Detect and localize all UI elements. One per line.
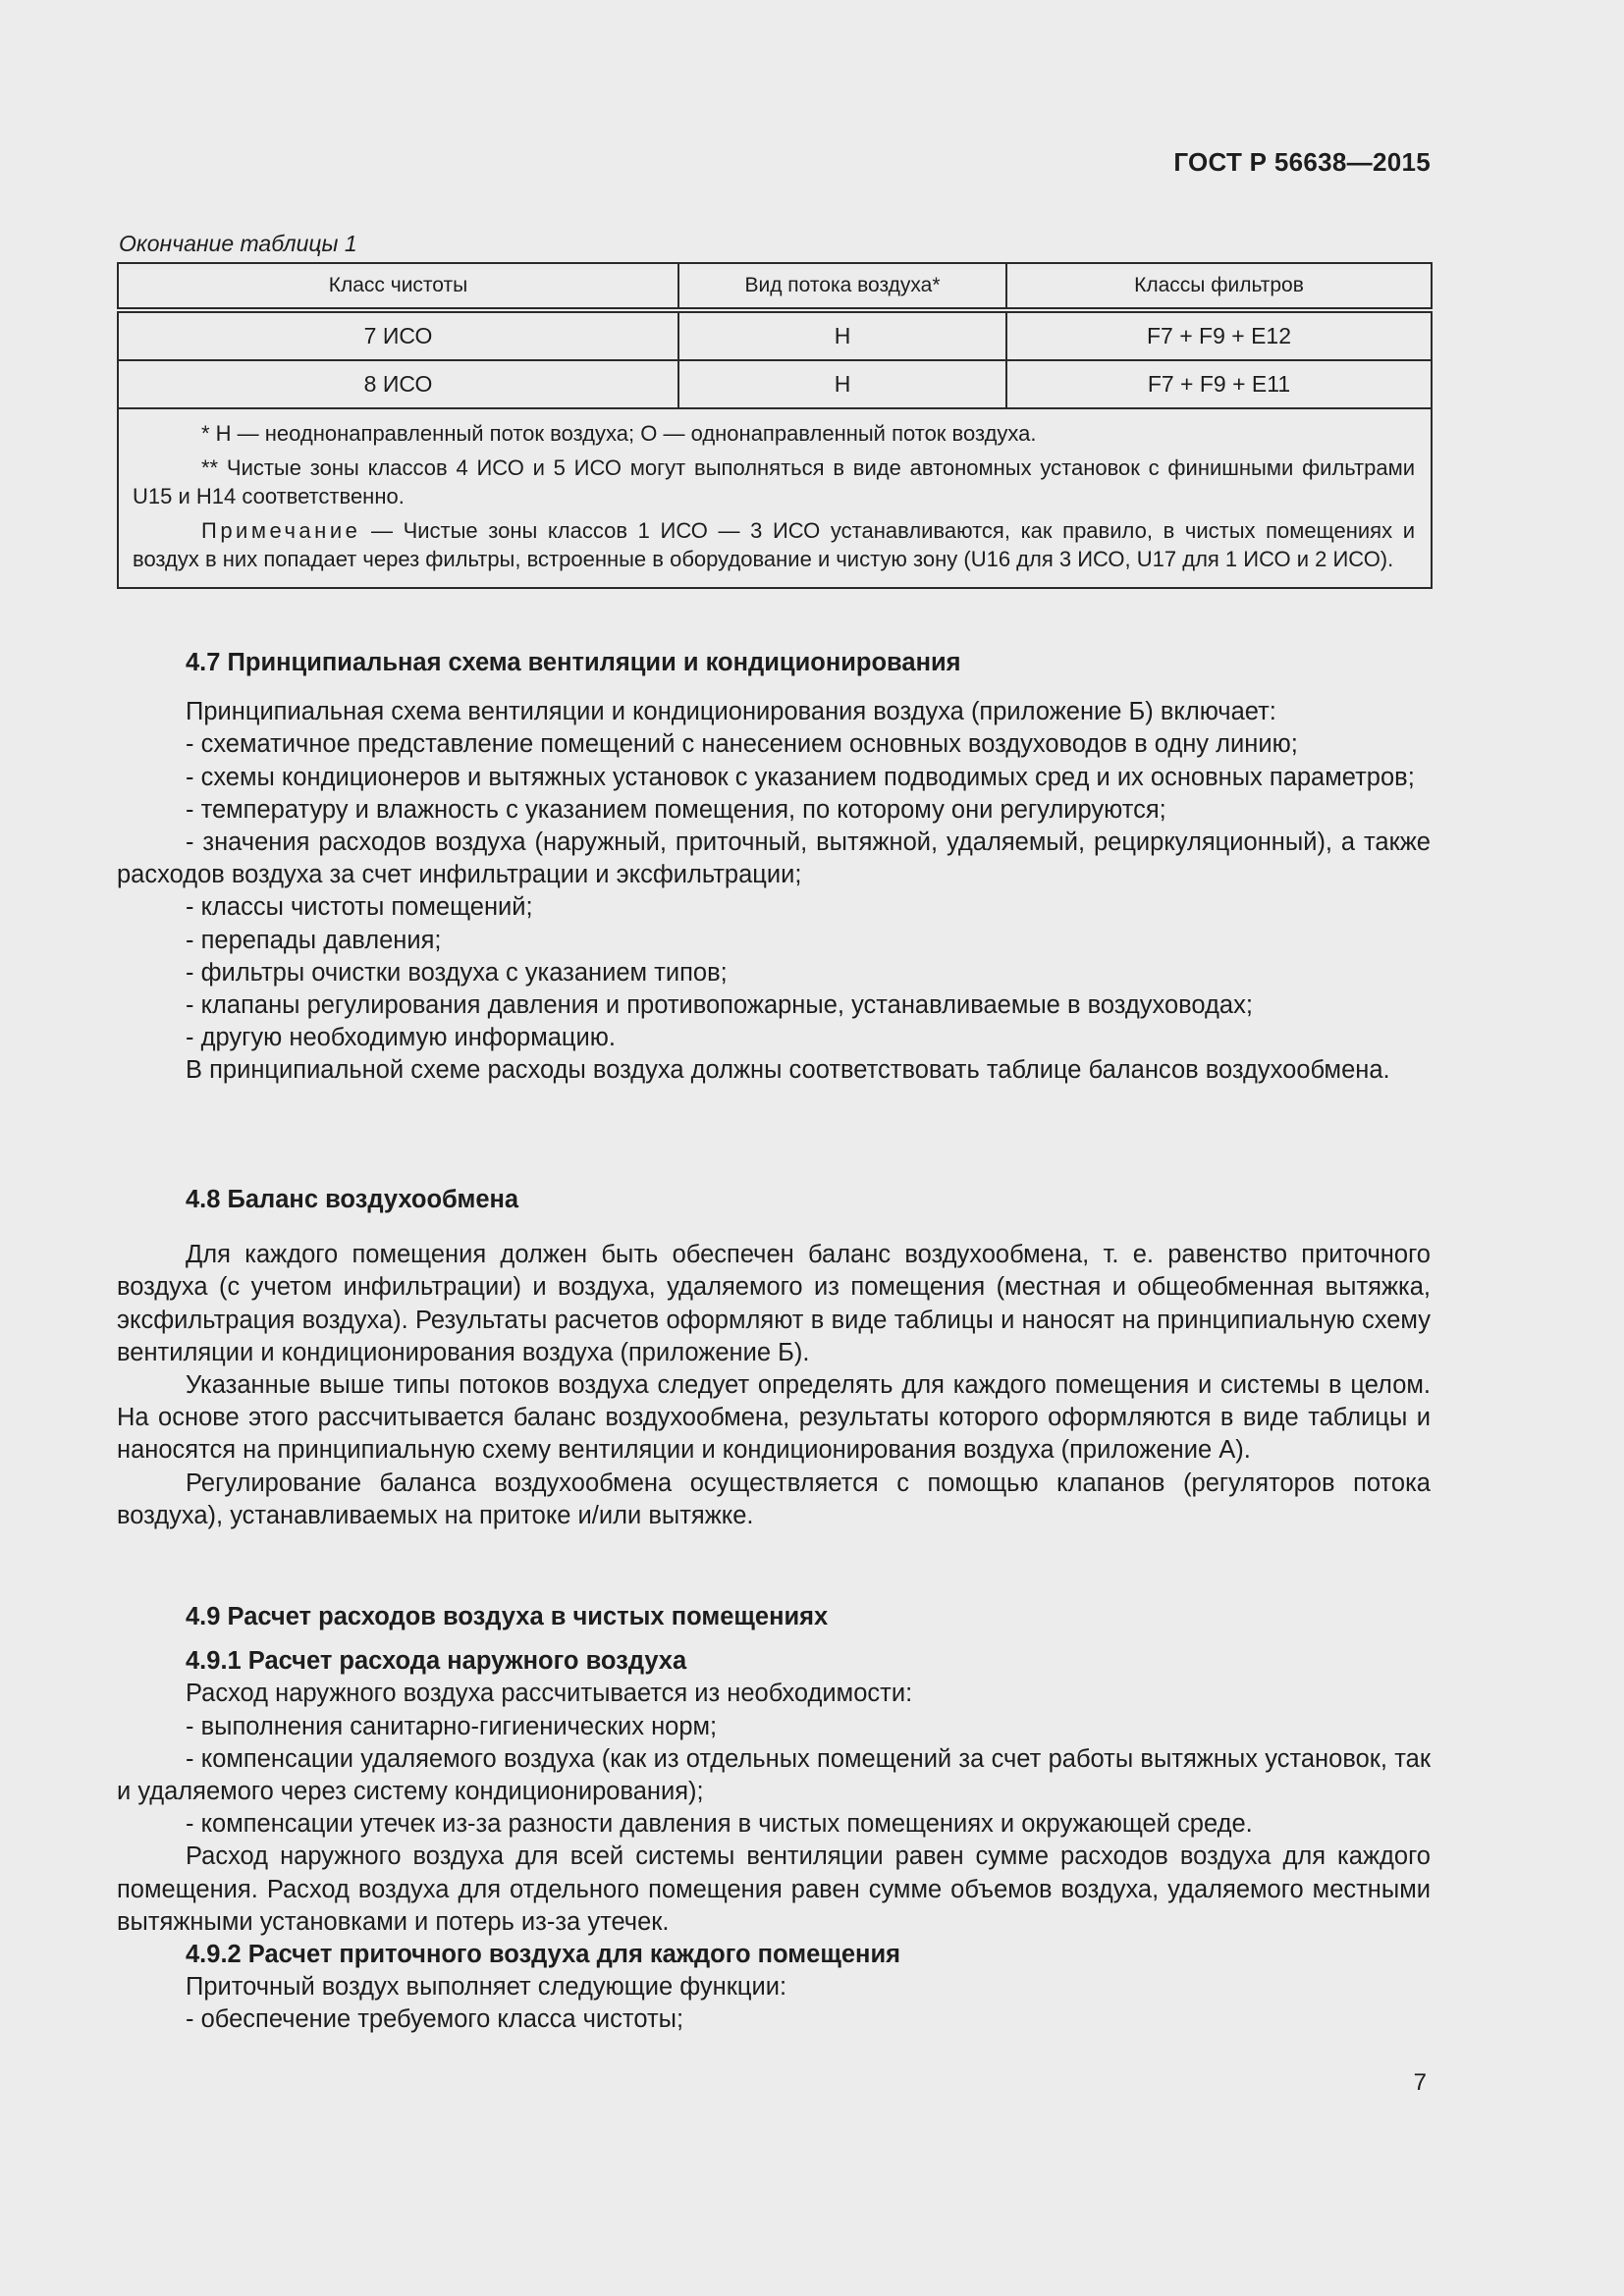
section-heading: 4.7 Принципиальная схема вентиляции и кондиционирования: [186, 649, 961, 676]
table-cell: Н: [678, 360, 1006, 408]
table-row: [118, 360, 1432, 408]
table-footnote: ** Чистые зоны классов 4 ИСО и 5 ИСО могут выполняться в виде автономных установок с финишными фильтрами U15 и H14 соответственно.: [133, 455, 1415, 508]
paragraph: Регулирование баланса воздухообмена осуществляется с помощью клапанов (регуляторов потока воздуха), устанавливаемых на притоке и/или вытяжке.: [117, 1468, 1431, 1529]
section-4-7: [117, 647, 1431, 1088]
column-header: Класс чистоты: [118, 263, 678, 310]
list-item: - клапаны регулирования давления и противопожарные, устанавливаемые в воздуховодах;: [186, 991, 1253, 1020]
paragraph: Принципиальная схема вентиляции и кондиционирования воздуха (приложение Б) включает:: [186, 698, 1276, 726]
section-4-8: [117, 1184, 1431, 1532]
table-cell: Н: [678, 310, 1006, 360]
paragraph: Расход наружного воздуха для всей системы вентиляции равен сумме расходов воздуха для каждого помещения. Расход воздуха для отдельного помещения равен сумме объемов воздуха, удаляемого местными вытяжными установками и потерь из-за утечек.: [117, 1842, 1431, 1936]
page-number: 7: [1413, 2069, 1427, 2096]
paragraph: В принципиальной схеме расходы воздуха должны соответствовать таблице балансов воздухообмена.: [186, 1056, 1390, 1085]
table-notes-row: [118, 408, 1432, 588]
paragraph: Расход наружного воздуха рассчитывается из необходимости:: [186, 1680, 913, 1708]
list-item: - фильтры очистки воздуха с указанием типов;: [186, 958, 728, 987]
note-label: Примечание: [201, 518, 361, 543]
list-item: - схемы кондиционеров и вытяжных установок с указанием подводимых сред и их основных параметров;: [186, 763, 1415, 791]
section-heading: 4.9 Расчет расходов воздуха в чистых помещениях: [186, 1603, 829, 1630]
table-row: [118, 310, 1432, 360]
list-item: - компенсации утечек из-за разности давления в чистых помещениях и окружающей среде.: [186, 1810, 1253, 1839]
table-cell: 8 ИСО: [118, 360, 678, 408]
column-header: Классы фильтров: [1006, 263, 1432, 310]
section-heading: 4.8 Баланс воздухообмена: [186, 1186, 519, 1213]
column-header: Вид потока воздуха*: [678, 263, 1006, 310]
table-header-row: [118, 263, 1432, 310]
table-cell: 7 ИСО: [118, 310, 678, 360]
list-item: - компенсации удаляемого воздуха (как из отдельных помещений за счет работы вытяжных установок, так и удаляемого через систему кондиционирования);: [117, 1744, 1431, 1806]
list-item: - другую необходимую информацию.: [186, 1024, 616, 1052]
table-cell: F7 + F9 + E12: [1006, 310, 1432, 360]
list-item: - значения расходов воздуха (наружный, приточный, вытяжной, удаляемый, рециркуляционный), а также расходов воздуха за счет инфильтрации и эксфильтрации;: [117, 828, 1431, 889]
filter-classes-table: [117, 262, 1433, 589]
subsection-heading: 4.9.2 Расчет приточного воздуха для каждого помещения: [186, 1941, 900, 1969]
note-text: — Чистые зоны классов 1 ИСО — 3 ИСО устанавливаются, как правило, в чистых помещениях и воздух в них попадает через фильтры, встроенные в оборудование и чистую зону (U16 для 3 ИСО, U17 для 1 ИСО и 2 ИСО).: [133, 518, 1415, 571]
list-item: - обеспечение требуемого класса чистоты;: [186, 2005, 684, 2034]
list-item: - перепады давления;: [186, 926, 442, 954]
table-note: [133, 516, 1415, 573]
table-footnote: * Н — неоднонаправленный поток воздуха; О — однонаправленный поток воздуха.: [201, 421, 1037, 446]
document-code: ГОСТ Р 56638—2015: [1173, 147, 1431, 177]
list-item: - классы чистоты помещений;: [186, 893, 533, 922]
list-item: - выполнения санитарно-гигиенических норм;: [186, 1712, 718, 1740]
paragraph: Указанные выше типы потоков воздуха следует определять для каждого помещения и системы в целом. На основе этого рассчитывается баланс воздухообмена, результаты которого оформляются в виде таблицы и наносятся на принципиальную схему вентиляции и кондиционирования воздуха (приложение А).: [117, 1371, 1431, 1465]
section-4-9: [117, 1601, 1431, 2037]
paragraph: Приточный воздух выполняет следующие функции:: [186, 1973, 787, 2002]
table-cell: F7 + F9 + E11: [1006, 360, 1432, 408]
document-page: [117, 0, 1431, 2296]
list-item: - схематичное представление помещений с нанесением основных воздуховодов в одну линию;: [186, 730, 1298, 759]
list-item: - температуру и влажность с указанием помещения, по которому они регулируются;: [186, 795, 1166, 824]
table-notes: [118, 408, 1432, 588]
paragraph: Для каждого помещения должен быть обеспечен баланс воздухообмена, т. е. равенство приточного воздуха (с учетом инфильтрации) и воздуха, удаляемого из помещения (местная и общеобменная вытяжка, эксфильтрация воздуха). Результаты расчетов оформляют в виде таблицы и наносят на принципиальную схему вентиляции и кондиционирования воздуха (приложение Б).: [117, 1241, 1431, 1366]
subsection-heading: 4.9.1 Расчет расхода наружного воздуха: [186, 1647, 687, 1676]
table-caption: Окончание таблицы 1: [119, 231, 357, 256]
